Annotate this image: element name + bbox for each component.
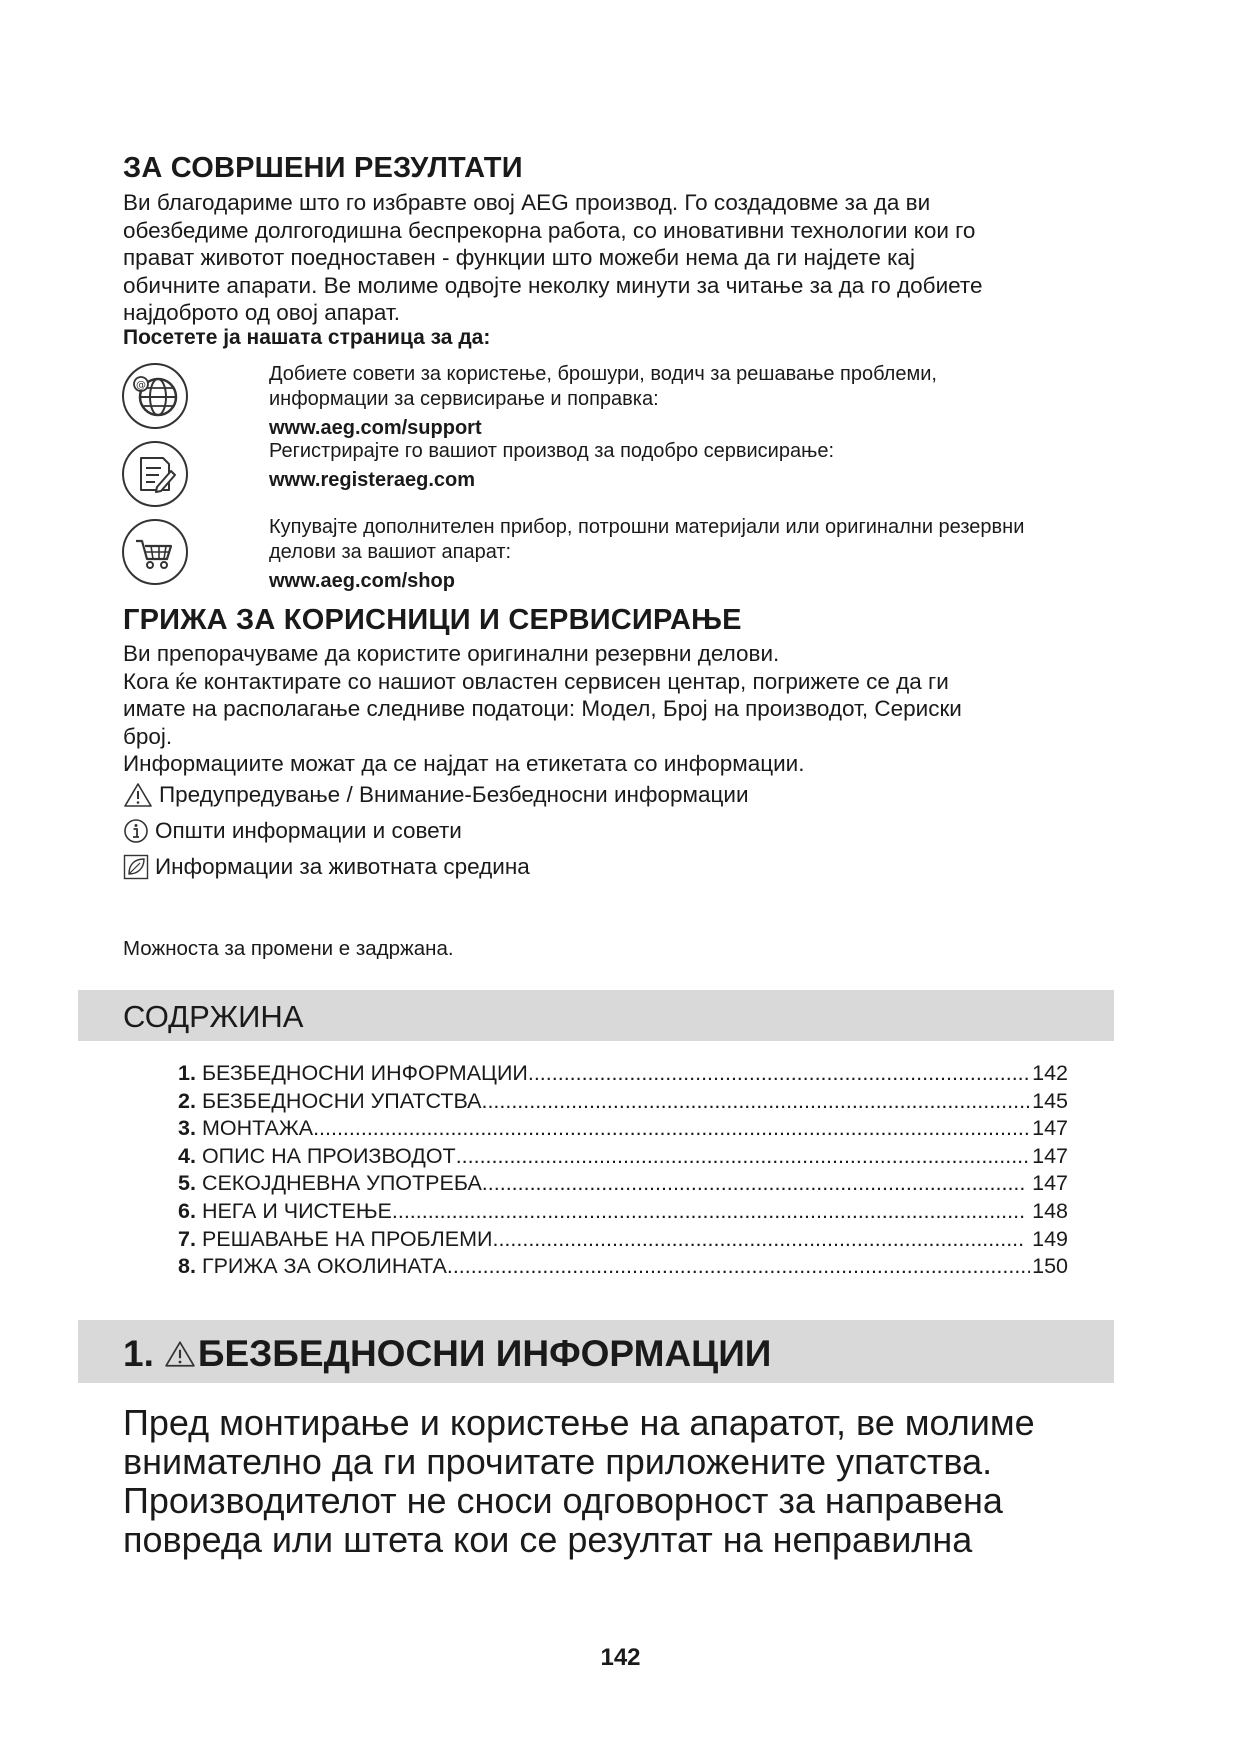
toc-entry-label: БЕЗБЕДНОСНИ ИНФОРМАЦИИ [201,1061,528,1085]
support-item [269,362,937,441]
toc-entry-page: 147 [1026,1171,1068,1196]
toc-entry-page: 150 [1032,1254,1068,1279]
support-link[interactable]: www.aeg.com/support [269,417,482,439]
paragraph-line: прават животот поедноставен - функции што можеби нема да ги најдете кај [123,245,915,270]
toc-entry-number: 4. [178,1143,196,1168]
changes-notice: Можноста за промени е задржана. [123,937,454,960]
toc-entry-label: НЕГА И ЧИСТЕЊЕ [201,1198,392,1223]
table-of-contents [178,1060,1068,1281]
svg-text:@: @ [136,380,146,391]
toc-entry[interactable] [178,1253,1068,1281]
paragraph-line: Информациите можат да се најдат на етикетата со информации. [123,751,805,776]
toc-entry[interactable] [178,1198,1068,1226]
toc-entry-label: СЕКОЈДНЕВНА УПОТРЕБА [201,1171,482,1196]
paragraph-line: најдоброто од овој апарат. [123,300,400,325]
paragraph-line: Производителот не сноси одговорност за направена [123,1480,1003,1521]
toc-entry[interactable] [178,1060,1068,1088]
toc-entry-label: ОПИС НА ПРОИЗВОДОТ [201,1143,456,1168]
toc-leader-dots [482,1170,1024,1198]
perfect-results-heading: ЗА СОВРШЕНИ РЕЗУЛТАТИ [123,152,523,184]
toc-entry-number: 8. [178,1254,196,1279]
toc-entry-page: 147 [1032,1116,1068,1141]
safety-heading-title: БЕЗБЕДНОСНИ ИНФОРМАЦИИ [197,1333,772,1374]
toc-leader-dots [392,1198,1024,1226]
toc-entry-number: 5. [178,1171,196,1196]
toc-entry-label: БЕЗБЕДНОСНИ УПАТСТВА [201,1088,482,1113]
info-circle-icon [123,818,149,844]
paragraph-line: имате на располагање следниве податоци: Модел, Број на производот, Сериски [123,696,962,721]
shopping-cart-icon [121,518,189,586]
legend-warning-text: Предупредување / Внимание-Безбедносни информации [159,782,749,807]
paragraph-line: број. [123,723,173,749]
warning-triangle-icon [164,1340,196,1368]
register-item [269,439,834,493]
safety-heading [123,1333,771,1375]
toc-leader-dots [528,1060,1030,1088]
toc-entry-page: 149 [1026,1226,1068,1251]
perfect-results-paragraph [123,189,1123,327]
toc-entry[interactable] [178,1115,1068,1143]
legend-info-text: Општи информации и совети [155,818,462,843]
toc-leader-dots [447,1253,1030,1281]
environment-leaf-icon [123,854,149,880]
shop-link[interactable]: www.aeg.com/shop [269,570,455,592]
safety-heading-number: 1. [123,1333,154,1374]
legend-warning [123,782,749,808]
paragraph-line: внимателно да ги прочитате приложените упатства. [123,1441,993,1482]
customer-care-heading: ГРИЖА ЗА КОРИСНИЦИ И СЕРВИСИРАЊЕ [123,604,742,636]
paragraph-line: обезбедиме долгогодишна беспрекорна работа, со иновативни технологии кои го [123,217,976,243]
toc-entry-number: 3. [178,1116,196,1141]
paragraph-line: повреда или штета кои се резултат на неправилна [123,1519,973,1560]
paragraph-line: обичните апарати. Ве молиме одвојте неколку минути за читање за да го добиете [123,272,983,298]
register-text-line: Регистрирајте го вашиот производ за подобро сервисирање: [269,440,835,462]
toc-entry-page: 145 [1032,1088,1068,1113]
shop-text-line: делови за вашиот апарат: [269,541,512,563]
safety-header-bar [78,1320,1114,1383]
paragraph-line: Пред монтирање и користење на апаратот, ве молиме [123,1402,1035,1443]
toc-entry-label: РЕШАВАЊЕ НА ПРОБЛЕМИ [201,1226,493,1251]
visit-label: Посетете ја нашата страница за да: [123,326,491,349]
toc-entry-page: 147 [1032,1143,1068,1168]
toc-entry[interactable] [178,1226,1068,1254]
toc-leader-dots [313,1115,1030,1143]
toc-entry-label: МОНТАЖА [201,1116,314,1141]
warning-triangle-icon [123,782,153,808]
toc-entry-number: 2. [178,1088,196,1113]
support-text-line: информации за сервисирање и поправка: [269,388,659,410]
paragraph-line: Ви благодариме што го избравте овој AEG производ. Го создадовме за да ви [123,190,931,215]
toc-entry[interactable] [178,1143,1068,1171]
toc-leader-dots [492,1226,1024,1254]
legend-environment-text: Информации за животната средина [155,854,530,879]
toc-entry-page: 142 [1032,1061,1068,1085]
legend-info [123,818,462,844]
globe-support-icon [121,362,189,430]
toc-entry-label: ГРИЖА ЗА ОКОЛИНАТА [201,1254,447,1279]
toc-entry-page: 148 [1026,1198,1068,1223]
toc-entry[interactable] [178,1170,1068,1198]
register-document-icon [121,440,189,508]
toc-entry-number: 1. [178,1061,196,1085]
register-link[interactable]: www.registeraeg.com [269,469,475,491]
support-text-line: Добиете совети за користење, брошури, водич за решавање проблеми, [269,363,937,385]
toc-entry-number: 7. [178,1226,196,1251]
customer-care-paragraph [123,640,1123,778]
toc-entry[interactable] [178,1088,1068,1116]
paragraph-line: Кога ќе контактирате со нашиот овластен сервисен центар, погрижете се да ги [123,668,949,694]
shop-item [269,515,1024,594]
shop-text-line: Купувајте дополнителен прибор, потрошни материјали или оригинални резервни [269,516,1025,538]
toc-entry-number: 6. [178,1198,196,1223]
contents-header-bar [78,990,1114,1041]
toc-leader-dots [456,1143,1030,1171]
toc-leader-dots [481,1088,1030,1116]
safety-intro [123,1403,1123,1559]
contents-heading: СОДРЖИНА [123,999,304,1034]
paragraph-line: Ви препорачуваме да користите оригинални резервни делови. [123,641,780,666]
legend-environment [123,854,530,880]
page-number: 142 [600,1644,641,1671]
